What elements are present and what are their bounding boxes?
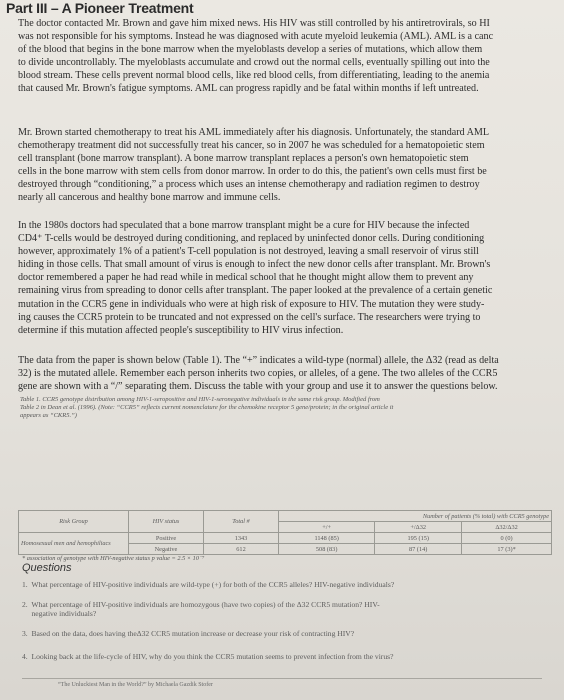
paragraph-table-intro: The data from the paper is shown below (Table 1). The “+” indicates a wild-type (normal) allele, the Δ32 (read as delta 32) is the mutated allele. Remember each person inherits two copies, or alleles, of a gene. The two alleles of the CCR5 gene are shown with a “/” separating them. Discuss the table with your group and use it to answer the questions below.: [18, 355, 499, 393]
cell-hom: 0 (0): [462, 533, 552, 544]
header-genotype-hom: Δ32/Δ32: [462, 522, 552, 533]
footer-citation: “The Unluckiest Man in the World?” by Michaela Gazdik Stofer: [58, 682, 213, 688]
cell-status: Positive: [129, 533, 204, 544]
cell-het: 195 (15): [375, 533, 462, 544]
header-total: Total #: [204, 511, 279, 533]
header-genotype-wt: +/+: [279, 522, 375, 533]
question-3: 3. Based on the data, does having theΔ32 CCR5 mutation increase or decrease your risk of contracting HIV?: [22, 629, 355, 638]
section-title: Part III – A Pioneer Treatment: [6, 0, 194, 16]
question-4: 4. Looking back at the life-cycle of HIV, why do you think the CCR5 mutation seems to prevent infection from the virus?: [22, 652, 394, 661]
paragraph-ccr5: In the 1980s doctors had speculated that a bone marrow transplant might be a cure for HIV because the infected CD4⁺ T-cells would be destroyed during conditioning, and replaced by uninfected donor cells. During conditioning however, approximately 1% of a patient's T-cell population is not destroyed, leaving a small reservoir of virus still hiding in those cells. That small amount of virus is enough to infect the new donor cells after transplant. Mr. Brown's doctor remembered a paper he had read while in medical school that he thought might allow them to prevent any remaining virus from spreading to donor cells after transplant. The paper looked at the prevalence of a certain genetic mutation in the CCR5 gene in individuals who were at high risk of exposure to HIV. The mutation they were study- ing causes the CCR5 protein to be truncated and not expressed on the cell's surface. The researchers were trying to determine if this mutation affected people's susceptibility to HIV virus infection.: [18, 220, 493, 336]
cell-total: 1343: [204, 533, 279, 544]
paragraph-diagnosis: The doctor contacted Mr. Brown and gave him mixed news. His HIV was still controlled by his antiretrovirals, so HI was not responsible for his symptoms. Instead he was diagnosed with acute myeloid leukemia (AML). AML is a canc of the blood that begins in the bone marrow when the myeloblasts develop a series of mutations, which allow them to divide uncontrollably. The myeloblasts accumulate and crowd out the normal cells, eventually spilling out into the blood stream. These cells prevent normal blood cells, like red blood cells, from differentiating, leading to the anemia that caused Mr. Brown's fatigue symptoms. AML can progress rapidly and be fatal within months if left untreated.: [18, 18, 494, 95]
header-genotype-group: Number of patients (% total) with CCR5 genotype: [279, 511, 552, 522]
footer-divider: [22, 678, 542, 679]
header-hiv-status: HIV status: [129, 511, 204, 533]
cell-het: 87 (14): [375, 544, 462, 555]
table-footnote: * association of genotype with HIV-negative status p value = 2.5 × 10⁻⁷: [22, 555, 205, 562]
header-genotype-het: +/Δ32: [375, 522, 462, 533]
cell-risk-group: Homosexual men and hemophiliacs: [19, 533, 129, 555]
cell-wt: 1148 (85): [279, 533, 375, 544]
table-caption: Table 1. CCR5 genotype distribution among HIV-1-seropositive and HIV-1-seronegative individuals in the same risk group. Modified from Table 2 in Dean et al. (1996). (Note: “CCR5” reflects current nomenclature for the chemokine receptor 5 gene/protein; in the original article it appears as “CKR5.”): [20, 396, 394, 420]
cell-wt: 508 (83): [279, 544, 375, 555]
cell-status: Negative: [129, 544, 204, 555]
table-row: [19, 533, 552, 544]
paragraph-chemotherapy: Mr. Brown started chemotherapy to treat his AML immediately after his diagnosis. Unfortunately, the standard AML chemotherapy treatment did not successfully treat his cancer, so in 2007 he was scheduled for a hematopoietic stem cell transplant (bone marrow transplant). A bone marrow transplant replaces a person's own hematopoietic stem cells in the bone marrow with stem cells from donor marrow. In order to do this, the patient's own cells must first be destroyed through “conditioning,” a process which uses an intense chemotherapy and radiation regimen to destroy nearly all cancerous and healthy bone marrow and immune cells.: [18, 127, 490, 204]
cell-total: 612: [204, 544, 279, 555]
genotype-table: [18, 510, 552, 555]
header-risk-group: Risk Group: [19, 511, 129, 533]
question-1: 1. What percentage of HIV-positive individuals are wild-type (+) for both of the CCR5 alleles? HIV-negative individuals?: [22, 580, 395, 589]
question-2: 2. What percentage of HIV-positive individuals are homozygous (have two copies) of the Δ32 CCR5 mutation? HIV- negative individuals?: [22, 600, 380, 619]
questions-heading: Questions: [22, 562, 72, 574]
table-header-row-top: [19, 511, 552, 522]
cell-hom: 17 (3)*: [462, 544, 552, 555]
